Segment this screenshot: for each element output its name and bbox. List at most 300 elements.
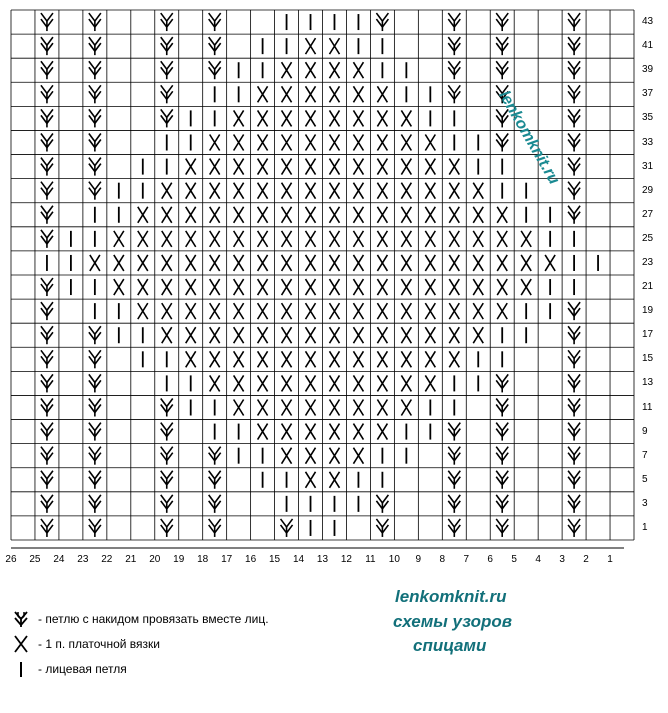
row-number: 13 xyxy=(642,377,654,389)
brand-line2: схемы узоров xyxy=(393,612,513,631)
garter-symbol xyxy=(162,207,172,223)
garter-symbol xyxy=(210,351,220,367)
garter-symbol xyxy=(449,231,459,247)
yarn-over-symbol xyxy=(161,423,173,441)
column-number: 26 xyxy=(5,554,17,565)
yarn-over-symbol xyxy=(209,447,221,465)
garter-symbol xyxy=(497,231,507,247)
garter-symbol xyxy=(258,327,268,343)
row-number: 41 xyxy=(642,40,654,52)
garter-symbol xyxy=(234,400,244,416)
yarn-over-symbol xyxy=(41,37,53,55)
garter-symbol xyxy=(329,448,339,464)
garter-symbol xyxy=(234,375,244,391)
garter-symbol xyxy=(186,159,196,175)
row-number: 5 xyxy=(642,473,648,485)
garter-symbol xyxy=(329,279,339,295)
garter-symbol xyxy=(258,207,268,223)
column-number: 10 xyxy=(388,554,400,565)
garter-symbol xyxy=(353,86,363,102)
column-number: 22 xyxy=(101,554,113,565)
garter-symbol xyxy=(306,183,316,199)
yarn-over-symbol xyxy=(496,61,508,79)
garter-symbol xyxy=(377,303,387,319)
garter-symbol xyxy=(353,159,363,175)
yarn-over-symbol xyxy=(41,495,53,513)
legend-text-knit: - лицевая петля xyxy=(38,662,127,676)
garter-symbol xyxy=(306,351,316,367)
garter-symbol xyxy=(210,327,220,343)
garter-symbol xyxy=(353,400,363,416)
yarn-over-symbol xyxy=(568,447,580,465)
garter-symbol xyxy=(353,303,363,319)
yarn-over-symbol xyxy=(161,495,173,513)
garter-symbol xyxy=(473,255,483,271)
garter-symbol xyxy=(306,255,316,271)
yarn-over-symbol xyxy=(41,374,53,392)
garter-symbol xyxy=(521,279,531,295)
garter-symbol xyxy=(473,183,483,199)
garter-symbol xyxy=(497,303,507,319)
yarn-over-symbol xyxy=(41,85,53,103)
yarn-over-symbol xyxy=(448,447,460,465)
yarn-over-symbol xyxy=(568,519,580,537)
garter-symbol xyxy=(186,279,196,295)
yarn-over-symbol xyxy=(41,109,53,127)
garter-symbol xyxy=(521,255,531,271)
yarn-over-symbol xyxy=(496,519,508,537)
yarn-over-symbol xyxy=(209,471,221,489)
garter-symbol xyxy=(377,231,387,247)
column-number: 7 xyxy=(463,554,470,565)
yarn-over-symbol xyxy=(209,37,221,55)
garter-symbol xyxy=(497,255,507,271)
garter-symbol xyxy=(401,207,411,223)
column-number: 23 xyxy=(77,554,89,565)
garter-symbol xyxy=(329,110,339,126)
garter-symbol xyxy=(162,183,172,199)
column-number: 19 xyxy=(173,554,185,565)
row-number: 25 xyxy=(642,232,654,244)
garter-symbol xyxy=(377,110,387,126)
garter-symbol xyxy=(377,159,387,175)
yarn-over-symbol xyxy=(41,399,53,417)
yarn-over-symbol xyxy=(568,206,580,224)
garter-symbol xyxy=(90,255,100,271)
garter-symbol xyxy=(234,159,244,175)
garter-symbol xyxy=(353,135,363,151)
yarn-over-symbol xyxy=(161,85,173,103)
row-number: 17 xyxy=(642,329,654,341)
garter-symbol xyxy=(473,303,483,319)
garter-symbol xyxy=(473,231,483,247)
garter-symbol xyxy=(210,135,220,151)
garter-symbol xyxy=(210,375,220,391)
garter-symbol xyxy=(329,207,339,223)
garter-symbol xyxy=(401,183,411,199)
garter-symbol xyxy=(210,183,220,199)
column-number: 6 xyxy=(487,554,493,565)
garter-symbol xyxy=(377,86,387,102)
garter-symbol xyxy=(306,400,316,416)
garter-symbol xyxy=(497,279,507,295)
garter-symbol xyxy=(282,255,292,271)
yarn-over-symbol xyxy=(496,134,508,152)
yarn-over-symbol xyxy=(161,13,173,31)
garter-symbol xyxy=(282,183,292,199)
column-number: 4 xyxy=(535,554,541,565)
yarn-over-symbol xyxy=(376,13,388,31)
garter-symbol xyxy=(425,351,435,367)
garter-symbol xyxy=(353,231,363,247)
yarn-over-symbol xyxy=(209,13,221,31)
garter-symbol xyxy=(282,448,292,464)
yarn-over-symbol xyxy=(41,519,53,537)
garter-symbol xyxy=(401,110,411,126)
yarn-over-symbol xyxy=(41,182,53,200)
yarn-over-symbol xyxy=(41,326,53,344)
yarn-over-symbol xyxy=(41,206,53,224)
garter-symbol xyxy=(282,86,292,102)
garter-symbol xyxy=(306,327,316,343)
yarn-over-symbol xyxy=(89,182,101,200)
garter-symbol xyxy=(473,279,483,295)
column-number: 24 xyxy=(53,554,65,565)
garter-symbol xyxy=(306,424,316,440)
garter-symbol xyxy=(186,207,196,223)
garter-symbol xyxy=(306,303,316,319)
garter-symbol xyxy=(282,62,292,78)
garter-symbol xyxy=(162,279,172,295)
yarn-over-symbol xyxy=(41,13,53,31)
yarn-over-symbol xyxy=(376,519,388,537)
yarn-over-symbol xyxy=(496,471,508,489)
garter-symbol xyxy=(258,86,268,102)
garter-symbol xyxy=(162,303,172,319)
garter-symbol xyxy=(449,207,459,223)
legend-item-garter xyxy=(10,633,160,655)
row-number: 1 xyxy=(642,521,648,533)
garter-symbol xyxy=(425,159,435,175)
garter-symbol xyxy=(329,135,339,151)
garter-symbol xyxy=(306,135,316,151)
garter-symbol xyxy=(258,159,268,175)
column-number: 15 xyxy=(268,554,281,565)
yarn-over-k2tog-icon xyxy=(10,608,32,630)
garter-symbol xyxy=(282,231,292,247)
yarn-over-symbol xyxy=(568,85,580,103)
row-number: 21 xyxy=(642,281,654,293)
yarn-over-symbol xyxy=(161,519,173,537)
garter-symbol xyxy=(497,207,507,223)
garter-symbol xyxy=(138,303,148,319)
watermark-text: lenkomknit.ru xyxy=(495,88,563,188)
yarn-over-symbol xyxy=(496,447,508,465)
garter-symbol xyxy=(329,472,339,488)
garter-symbol xyxy=(306,110,316,126)
garter-symbol xyxy=(401,327,411,343)
garter-symbol xyxy=(425,375,435,391)
yarn-over-symbol xyxy=(89,85,101,103)
yarn-over-symbol xyxy=(161,471,173,489)
garter-symbol xyxy=(282,424,292,440)
yarn-over-symbol xyxy=(89,13,101,31)
yarn-over-symbol xyxy=(209,519,221,537)
row-number: 39 xyxy=(642,64,654,76)
garter-symbol xyxy=(353,279,363,295)
garter-symbol xyxy=(401,303,411,319)
garter-symbol xyxy=(258,375,268,391)
yarn-over-symbol xyxy=(281,519,293,537)
yarn-over-symbol xyxy=(448,13,460,31)
garter-symbol xyxy=(162,327,172,343)
yarn-over-symbol xyxy=(161,447,173,465)
garter-symbol xyxy=(282,110,292,126)
garter-symbol xyxy=(282,351,292,367)
yarn-over-symbol xyxy=(161,61,173,79)
column-number: 12 xyxy=(340,554,352,565)
garter-symbol xyxy=(234,327,244,343)
column-number: 20 xyxy=(149,554,161,565)
garter-symbol xyxy=(258,400,268,416)
yarn-over-symbol xyxy=(41,423,53,441)
row-number: 29 xyxy=(642,184,654,196)
row-number: 15 xyxy=(642,353,654,365)
row-number: 31 xyxy=(642,160,654,172)
garter-symbol xyxy=(329,327,339,343)
garter-symbol xyxy=(186,183,196,199)
garter-stitch-icon xyxy=(10,633,32,655)
garter-symbol xyxy=(377,183,387,199)
garter-symbol xyxy=(425,255,435,271)
yarn-over-symbol xyxy=(496,37,508,55)
row-number: 7 xyxy=(642,449,648,461)
garter-symbol xyxy=(521,231,531,247)
yarn-over-symbol xyxy=(161,37,173,55)
garter-symbol xyxy=(353,327,363,343)
yarn-over-symbol xyxy=(209,495,221,513)
yarn-over-symbol xyxy=(41,302,53,320)
garter-symbol xyxy=(306,279,316,295)
yarn-over-symbol xyxy=(448,423,460,441)
garter-symbol xyxy=(210,231,220,247)
garter-symbol xyxy=(353,375,363,391)
garter-symbol xyxy=(377,400,387,416)
garter-symbol xyxy=(234,110,244,126)
garter-symbol xyxy=(138,279,148,295)
legend-text-yarnover: - петлю с накидом провязать вместе лиц. xyxy=(38,612,269,626)
yarn-over-symbol xyxy=(41,134,53,152)
garter-symbol xyxy=(329,375,339,391)
garter-symbol xyxy=(545,255,555,271)
yarn-over-symbol xyxy=(568,109,580,127)
yarn-over-symbol xyxy=(568,350,580,368)
garter-symbol xyxy=(377,375,387,391)
garter-symbol xyxy=(329,62,339,78)
yarn-over-symbol xyxy=(568,61,580,79)
row-number: 35 xyxy=(642,112,654,124)
garter-symbol xyxy=(114,255,124,271)
garter-symbol xyxy=(353,351,363,367)
column-number: 3 xyxy=(559,554,565,565)
legend-text-garter: - 1 п. платочной вязки xyxy=(38,637,160,651)
row-number: 43 xyxy=(642,16,654,28)
garter-symbol xyxy=(210,207,220,223)
yarn-over-symbol xyxy=(89,471,101,489)
yarn-over-symbol xyxy=(89,423,101,441)
garter-symbol xyxy=(234,231,244,247)
garter-symbol xyxy=(258,231,268,247)
garter-symbol xyxy=(234,279,244,295)
garter-symbol xyxy=(377,351,387,367)
garter-symbol xyxy=(306,448,316,464)
garter-symbol xyxy=(449,255,459,271)
garter-symbol xyxy=(329,424,339,440)
garter-symbol xyxy=(425,231,435,247)
column-number: 5 xyxy=(511,554,517,565)
legend-item-yarnover xyxy=(10,608,269,630)
yarn-over-symbol xyxy=(89,447,101,465)
garter-symbol xyxy=(306,86,316,102)
garter-symbol xyxy=(258,183,268,199)
garter-symbol xyxy=(353,255,363,271)
garter-symbol xyxy=(329,231,339,247)
garter-symbol xyxy=(306,62,316,78)
yarn-over-symbol xyxy=(448,85,460,103)
yarn-over-symbol xyxy=(161,399,173,417)
garter-symbol xyxy=(282,159,292,175)
garter-symbol xyxy=(234,183,244,199)
yarn-over-symbol xyxy=(161,109,173,127)
yarn-over-symbol xyxy=(41,350,53,368)
yarn-over-symbol xyxy=(496,423,508,441)
yarn-over-symbol xyxy=(496,13,508,31)
garter-symbol xyxy=(210,255,220,271)
column-number: 17 xyxy=(221,554,233,565)
garter-symbol xyxy=(258,351,268,367)
garter-symbol xyxy=(258,303,268,319)
yarn-over-symbol xyxy=(376,495,388,513)
yarn-over-symbol xyxy=(568,302,580,320)
garter-symbol xyxy=(186,303,196,319)
column-number: 11 xyxy=(365,554,376,565)
yarn-over-symbol xyxy=(568,495,580,513)
garter-symbol xyxy=(329,303,339,319)
yarn-over-symbol xyxy=(89,109,101,127)
garter-symbol xyxy=(329,400,339,416)
garter-symbol xyxy=(425,279,435,295)
garter-symbol xyxy=(162,231,172,247)
garter-symbol xyxy=(162,255,172,271)
garter-symbol xyxy=(401,231,411,247)
garter-symbol xyxy=(401,279,411,295)
garter-symbol xyxy=(282,400,292,416)
yarn-over-symbol xyxy=(89,134,101,152)
garter-symbol xyxy=(114,231,124,247)
yarn-over-symbol xyxy=(568,326,580,344)
yarn-over-symbol xyxy=(89,158,101,176)
garter-symbol xyxy=(401,375,411,391)
column-number: 14 xyxy=(292,554,305,565)
yarn-over-symbol xyxy=(209,61,221,79)
garter-symbol xyxy=(258,255,268,271)
brand-line3: спицами xyxy=(413,636,487,655)
column-number: 16 xyxy=(245,554,257,565)
garter-symbol xyxy=(329,159,339,175)
garter-symbol xyxy=(186,231,196,247)
garter-symbol xyxy=(306,375,316,391)
garter-symbol xyxy=(377,327,387,343)
row-number: 23 xyxy=(642,256,654,268)
garter-symbol xyxy=(425,183,435,199)
column-number: 2 xyxy=(583,554,589,565)
garter-symbol xyxy=(306,159,316,175)
yarn-over-symbol xyxy=(89,326,101,344)
garter-symbol xyxy=(473,207,483,223)
yarn-over-symbol xyxy=(89,61,101,79)
garter-symbol xyxy=(282,135,292,151)
yarn-over-symbol xyxy=(41,61,53,79)
yarn-over-symbol xyxy=(448,519,460,537)
garter-symbol xyxy=(449,279,459,295)
garter-symbol xyxy=(401,255,411,271)
garter-symbol xyxy=(210,303,220,319)
garter-symbol xyxy=(353,424,363,440)
garter-symbol xyxy=(449,351,459,367)
garter-symbol xyxy=(473,327,483,343)
garter-symbol xyxy=(449,327,459,343)
yarn-over-symbol xyxy=(41,230,53,248)
yarn-over-symbol xyxy=(568,134,580,152)
row-number: 33 xyxy=(642,136,654,148)
garter-symbol xyxy=(282,327,292,343)
garter-symbol xyxy=(186,255,196,271)
garter-symbol xyxy=(138,255,148,271)
column-number: 18 xyxy=(197,554,209,565)
garter-symbol xyxy=(329,351,339,367)
yarn-over-symbol xyxy=(448,61,460,79)
row-number: 37 xyxy=(642,88,654,100)
yarn-over-symbol xyxy=(496,495,508,513)
yarn-over-symbol xyxy=(41,278,53,296)
garter-symbol xyxy=(234,303,244,319)
garter-symbol xyxy=(282,279,292,295)
garter-symbol xyxy=(425,327,435,343)
garter-symbol xyxy=(377,135,387,151)
yarn-over-symbol xyxy=(568,13,580,31)
garter-symbol xyxy=(449,303,459,319)
garter-symbol xyxy=(377,279,387,295)
garter-symbol xyxy=(449,183,459,199)
garter-symbol xyxy=(210,279,220,295)
yarn-over-symbol xyxy=(448,471,460,489)
garter-symbol xyxy=(186,351,196,367)
garter-symbol xyxy=(258,110,268,126)
garter-symbol xyxy=(114,279,124,295)
garter-symbol xyxy=(282,375,292,391)
garter-symbol xyxy=(377,255,387,271)
yarn-over-symbol xyxy=(41,158,53,176)
garter-symbol xyxy=(138,207,148,223)
yarn-over-symbol xyxy=(568,182,580,200)
garter-symbol xyxy=(329,38,339,54)
row-number: 9 xyxy=(642,425,648,437)
garter-symbol xyxy=(258,279,268,295)
garter-symbol xyxy=(186,327,196,343)
legend-item-knit xyxy=(10,658,127,680)
garter-symbol xyxy=(258,135,268,151)
yarn-over-symbol xyxy=(41,447,53,465)
